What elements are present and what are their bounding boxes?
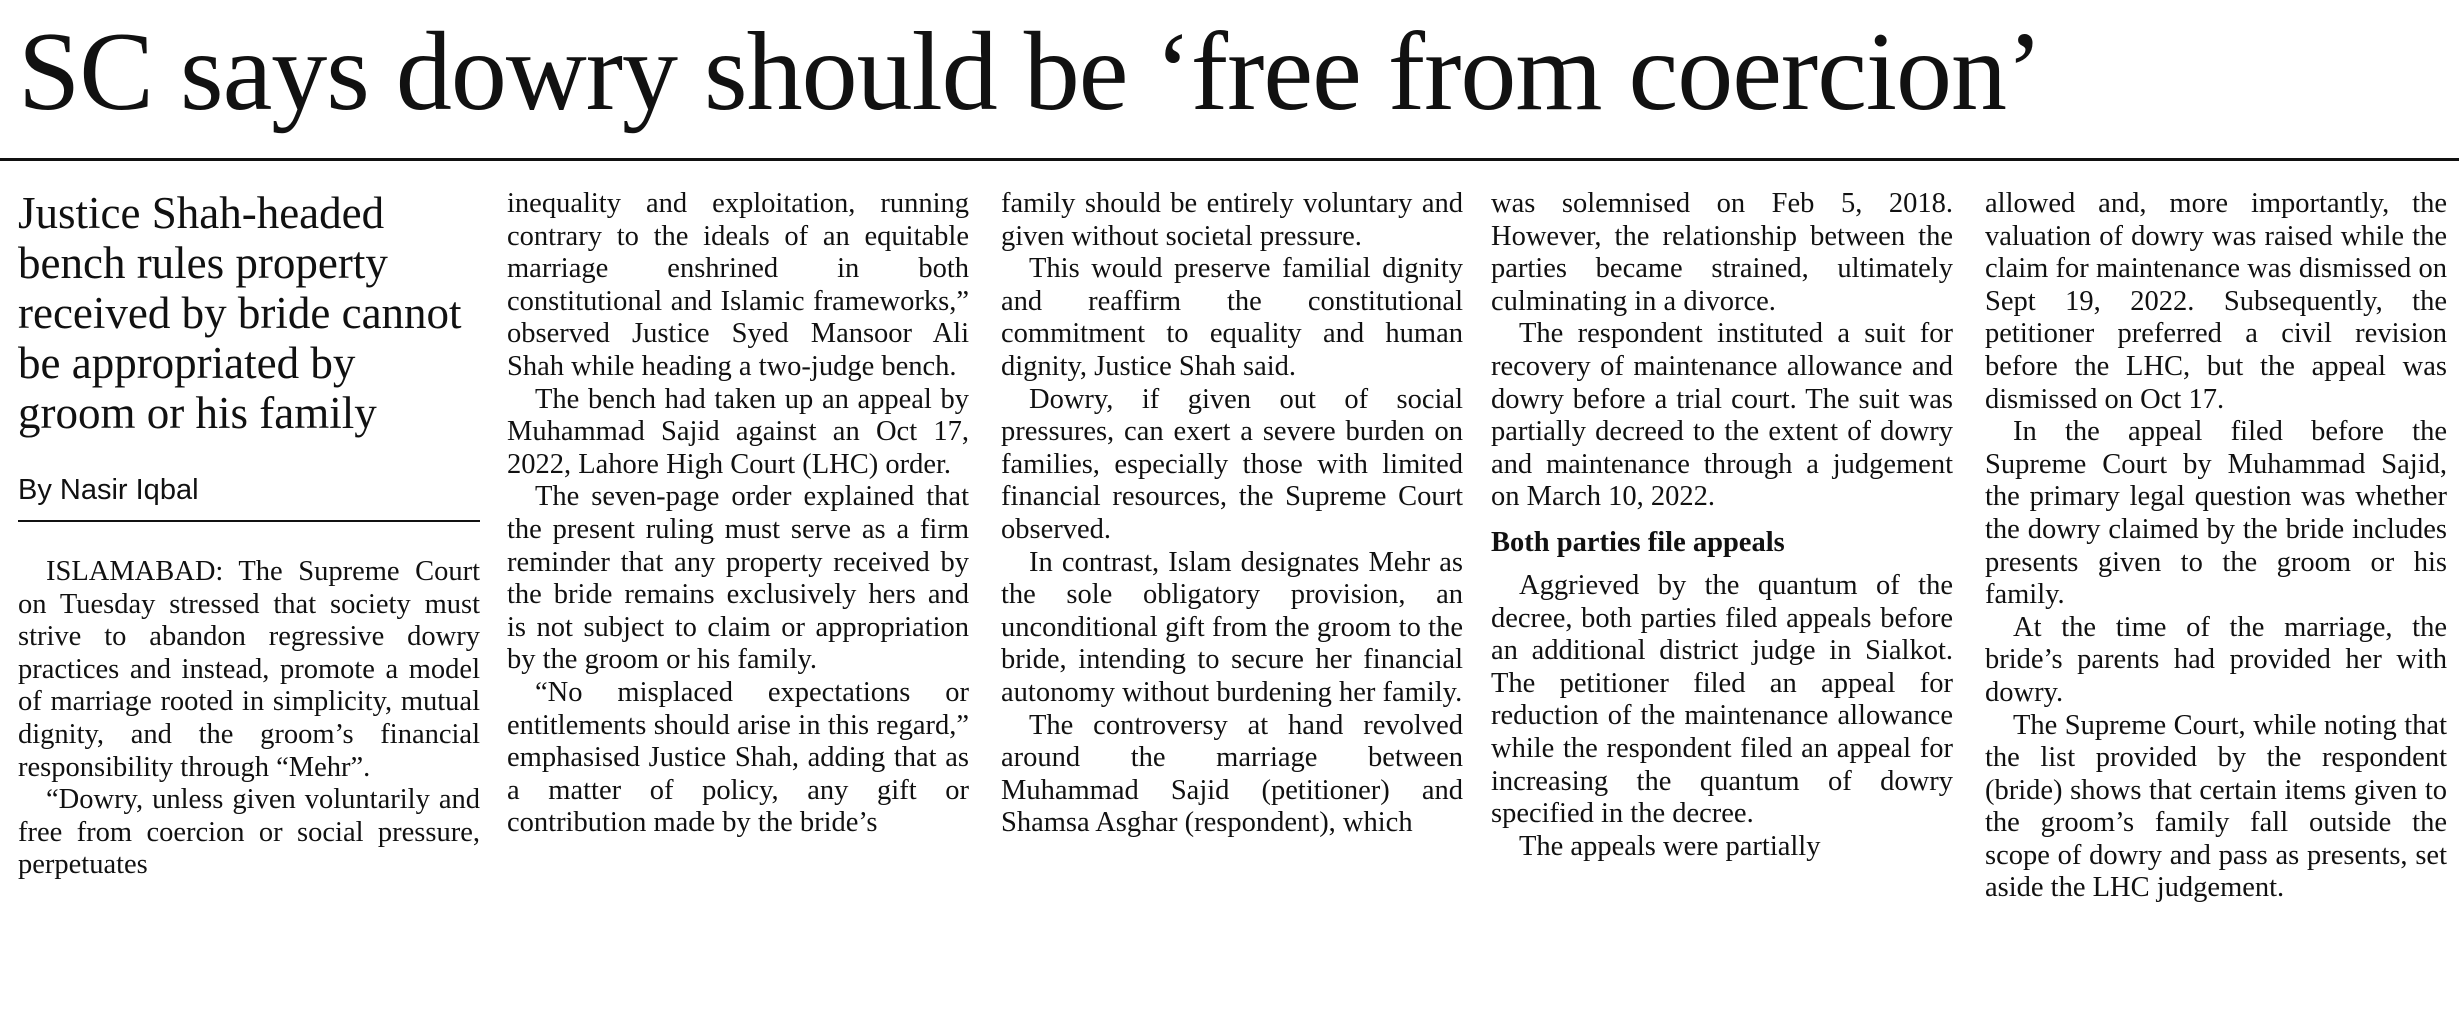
column-1: [18, 188, 480, 1016]
deck: Justice Shah-headed bench rules property received by bride cannot be appropriated by groom or his family: [18, 188, 462, 438]
headline-rule: [0, 158, 2459, 161]
paragraph: “Dowry, unless given voluntarily and free from coercion or social pressure, perpetuates: [18, 784, 480, 881]
paragraph: Dowry, if given out of social pressures, can exert a severe burden on families, especially those with limited financial resources, the Supreme Court observed.: [1001, 383, 1463, 545]
paragraph: ISLAMABAD: The Supreme Court on Tuesday stressed that society must strive to abandon regressive dowry practices and instead, promote a model of marriage rooted in simplicity, mutual dignity, and the groom’s financial responsibility through “Mehr”.: [18, 556, 480, 783]
column-5: [1985, 188, 2447, 1016]
paragraph: Aggrieved by the quantum of the decree, both parties filed appeals before an additional district judge in Sialkot. The petitioner filed an appeal for reduction of the maintenance allowance while the respondent filed an appeal for increasing the quantum of dowry specified in the decree.: [1491, 569, 1953, 830]
paragraph: The seven-page order explained that the present ruling must serve as a firm reminder that any property received by the bride remains exclusively hers and is not subject to claim or appropriation by the groom or his family.: [507, 481, 969, 676]
paragraph: The respondent instituted a suit for recovery of maintenance allowance and dowry before a trial court. The suit was partially decreed to the extent of dowry and maintenance through a judgement on March 10, 2022.: [1491, 318, 1953, 513]
headline: SC says dowry should be ‘free from coercion’: [18, 10, 2043, 134]
byline: By Nasir Iqbal: [18, 472, 480, 522]
column-4: [1491, 188, 1953, 1016]
paragraph: inequality and exploitation, running contrary to the ideals of an equitable marriage enshrined in both constitutional and Islamic frameworks,” observed Justice Syed Mansoor Ali Shah while heading a two-judge bench.: [507, 188, 969, 382]
paragraph: The bench had taken up an appeal by Muhammad Sajid against an Oct 17, 2022, Lahore High Court (LHC) order.: [507, 383, 969, 480]
paragraph: was solemnised on Feb 5, 2018. However, the relationship between the parties became strained, ultimately culminating in a divorce.: [1491, 188, 1953, 317]
paragraph: At the time of the marriage, the bride’s parents had provided her with dowry.: [1985, 611, 2447, 708]
paragraph: The Supreme Court, while noting that the list provided by the respondent (bride) shows that certain items given to the groom’s family fall outside the scope of dowry and pass as presents, set aside the LHC judgement.: [1985, 709, 2447, 904]
paragraph: The appeals were partially: [1519, 830, 1821, 862]
paragraph: This would preserve familial dignity and reaffirm the constitutional commitment to equality and human dignity, Justice Shah said.: [1001, 253, 1463, 382]
paragraph: family should be entirely voluntary and given without societal pressure.: [1001, 188, 1463, 252]
paragraph: In contrast, Islam designates Mehr as the sole obligatory provision, an unconditional gift from the groom to the bride, intending to secure her financial autonomy without burdening her family.: [1001, 546, 1463, 708]
column-3: [1001, 188, 1463, 1016]
column-1-body: [18, 556, 480, 882]
paragraph: In the appeal filed before the Supreme Court by Muhammad Sajid, the primary legal question was whether the dowry claimed by the bride includes presents given to the groom or his family.: [1985, 416, 2447, 611]
paragraph: allowed and, more importantly, the valuation of dowry was raised while the claim for maintenance was dismissed on Sept 19, 2022. Subsequently, the petitioner preferred a civil revision before the LHC, but the appeal was dismissed on Oct 17.: [1985, 188, 2447, 415]
column-2: [507, 188, 969, 1016]
subheading: Both parties file appeals: [1491, 526, 1785, 558]
paragraph: “No misplaced expectations or entitlements should arise in this regard,” emphasised Justice Shah, adding that as a matter of policy, any gift or contribution made by the bride’s: [507, 676, 969, 839]
paragraph: The controversy at hand revolved around the marriage between Muhammad Sajid (petitioner) and Shamsa Asghar (respondent), which: [1001, 709, 1463, 839]
